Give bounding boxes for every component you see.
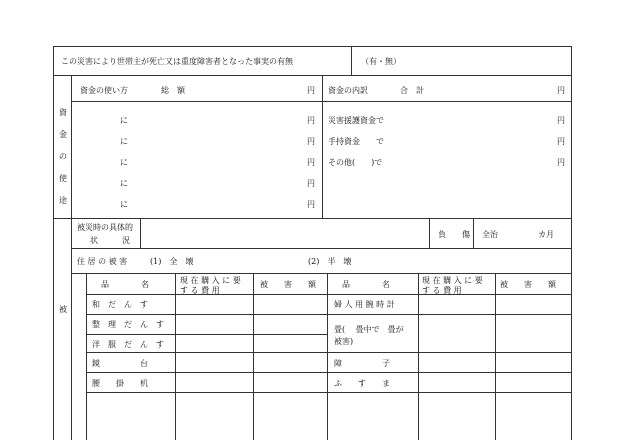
table-header-price: す る 費 用 [180, 286, 220, 295]
table-row-line [86, 334, 327, 335]
table-row-line [86, 352, 572, 353]
usage-side-char: 途 [59, 196, 67, 205]
usage-header-line [71, 101, 572, 102]
table-header-item: 品 名 [342, 280, 390, 289]
table-header-item: 品 名 [101, 280, 149, 289]
table-col-5 [495, 273, 496, 440]
usage-side-divider [71, 75, 72, 218]
table-left-line [86, 273, 87, 440]
table-item: 障 子 [334, 359, 390, 368]
death-question: この災害により世帯主が死亡又は重度障害者となった事実の有無 [61, 57, 293, 66]
table-item: 婦 人 用 腕 時 計 [334, 300, 395, 309]
injury-divider-1 [429, 218, 430, 248]
yen-unit: 円 [307, 137, 315, 146]
table-item: ふ す ま [334, 379, 390, 388]
table-header-line [86, 294, 572, 295]
table-col-4 [418, 273, 419, 440]
injury-value: 全治 カ月 [482, 230, 554, 239]
usage-mid-divider [322, 75, 323, 218]
yen-unit: 円 [307, 116, 315, 125]
usage-left-header: 資金の使い方 [80, 86, 128, 95]
damage-side-divider [71, 218, 72, 440]
frame-left-line [53, 46, 54, 440]
table-item: 被害) [334, 337, 354, 346]
usage-right-header: 資金の内訳 [328, 86, 368, 95]
yen-unit: 円 [307, 86, 315, 95]
table-col-1 [175, 273, 176, 440]
row-divider [53, 75, 572, 76]
yen-unit: 円 [557, 86, 565, 95]
usage-left-row: に [120, 200, 128, 209]
injury-divider-2 [473, 218, 474, 248]
usage-side-char: 使 [59, 174, 67, 183]
usage-right-total: 合 計 [400, 86, 424, 95]
usage-right-row: 手持資金 で [328, 137, 384, 146]
usage-bottom-line [53, 218, 572, 219]
table-item: 和 だ ん す [92, 300, 148, 309]
usage-side-char: 資 [59, 108, 67, 117]
table-col-3 [327, 273, 328, 440]
death-divider [351, 46, 352, 75]
table-item: 鏡 台 [92, 359, 148, 368]
damage-side-label: 被 [59, 305, 67, 314]
yen-unit: 円 [557, 158, 565, 167]
table-header-damage: 被 害 額 [260, 280, 316, 289]
house-damage-opt2: (2) 半 壊 [308, 257, 352, 266]
yen-unit: 円 [557, 137, 565, 146]
yen-unit: 円 [307, 200, 315, 209]
detail-label: 被災時の具体的 [77, 223, 133, 232]
usage-right-row: 災害援護資金で [328, 116, 384, 125]
usage-left-row: に [120, 116, 128, 125]
frame-right-line [571, 46, 572, 440]
yen-unit: 円 [557, 116, 565, 125]
injury-label: 負 傷 [438, 230, 470, 239]
usage-left-total: 総 額 [161, 86, 185, 95]
house-bottom-line [71, 273, 572, 274]
table-item: 整 理 だ ん す [92, 320, 164, 329]
house-damage-label: 住 居 の 被 害 [77, 257, 128, 266]
table-item: 腰 掛 机 [92, 379, 148, 388]
yen-unit: 円 [307, 179, 315, 188]
usage-left-row: に [120, 158, 128, 167]
usage-left-row: に [120, 179, 128, 188]
death-options: （有・無） [361, 57, 401, 66]
usage-right-row: その他( )で [328, 158, 383, 167]
table-row-line [86, 392, 572, 393]
yen-unit: 円 [307, 158, 315, 167]
table-header-price: 現 在 購 入 に 要 [422, 276, 483, 285]
table-row-line [86, 372, 572, 373]
usage-left-row: に [120, 137, 128, 146]
usage-side-char: の [59, 152, 67, 161]
table-header-price: す る 費 用 [422, 286, 462, 295]
table-header-price: 現 在 購 入 に 要 [180, 276, 241, 285]
detail-divider [140, 218, 141, 248]
table-row-line [86, 314, 572, 315]
table-col-2 [253, 273, 254, 440]
house-damage-opt1: (1) 全 壊 [150, 257, 194, 266]
table-item: 畳( 畳中で 畳が [334, 325, 404, 334]
table-item: 洋 服 だ ん す [92, 340, 164, 349]
detail-label: 状 況 [90, 236, 130, 245]
usage-side-char: 金 [59, 130, 67, 139]
table-header-damage: 被 害 額 [500, 280, 556, 289]
frame-top-line [53, 46, 572, 47]
detail-bottom-line [71, 248, 572, 249]
